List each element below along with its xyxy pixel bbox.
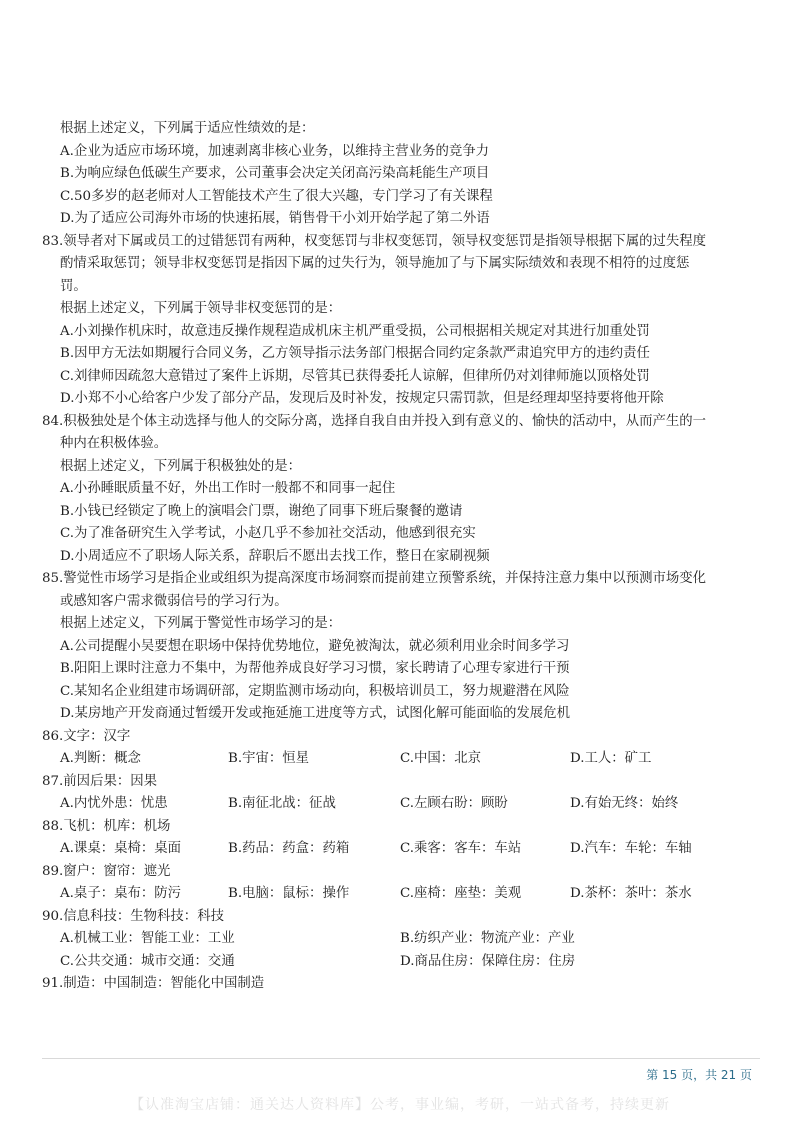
option-d: D.工人：矿工 xyxy=(570,751,652,766)
option-line: C.50多岁的赵老师对人工智能技术产生了很大兴趣，专门学习了有关课程 xyxy=(60,188,493,204)
page-content xyxy=(42,118,762,996)
page-number: 第 15 页，共 21 页 xyxy=(646,1068,752,1082)
option-b: B.电脑：鼠标：操作 xyxy=(228,886,350,901)
option-c: C.中国：北京 xyxy=(400,751,481,766)
option-a: A.课桌：桌椅：桌面 xyxy=(60,841,182,856)
option-c: C.左顾右盼：顾盼 xyxy=(400,796,508,811)
option-line: B.因甲方无法如期履行合同义务，乙方领导指示法务部门根据合同约定条款严肃追究甲方的违约责任 xyxy=(60,346,650,361)
option-line: C.为了准备研究生入学考试，小赵几乎不参加社交活动，他感到很充实 xyxy=(60,526,476,541)
question-90-options-row1 xyxy=(42,928,762,951)
option-line: D.小周适应不了职场人际关系，辞职后不愿出去找工作，整日在家刷视频 xyxy=(60,548,490,564)
option-a: A.机械工业：智能工业：工业 xyxy=(60,931,235,946)
question-prompt: 根据上述定义，下列属于积极独处的是： xyxy=(60,458,302,474)
question-87: 87.前因后果：因果 xyxy=(42,773,158,789)
option-line: D.为了适应公司海外市场的快速拓展，销售骨干小刘开始学起了第二外语 xyxy=(60,211,490,226)
option-c: C.座椅：座垫：美观 xyxy=(400,886,522,901)
watermark: 【认准淘宝店铺：通关达人资料库】公考，事业编，考研，一站式备考，持续更新 xyxy=(130,1097,670,1113)
option-c: C.公共交通：城市交通：交通 xyxy=(60,953,235,969)
question-86: 86.文字：汉字 xyxy=(42,728,131,744)
question-83-cont: 罚。 xyxy=(60,278,87,294)
option-line: A.公司提醒小吴要想在职场中保持优势地位，避免被淘汰，就必须利用业余时间多学习 xyxy=(60,638,570,654)
question-83: 83.领导者对下属或员工的过错惩罚有两种，权变惩罚与非权变惩罚，领导权变惩罚是指领导根据下属的过失程度 xyxy=(42,233,707,249)
question-85: 85.警觉性市场学习是指企业或组织为提高深度市场洞察而提前建立预警系统，并保持注意力集中以预测市场变化 xyxy=(42,571,707,586)
option-a: A.内忧外患：忧患 xyxy=(60,796,168,811)
question-prompt: 根据上述定义，下列属于警觉性市场学习的是： xyxy=(60,616,342,631)
option-c: C.乘客：客车：车站 xyxy=(400,841,522,856)
question-88: 88.飞机：机库：机场 xyxy=(42,818,171,834)
option-line: C.刘律师因疏忽大意错过了案件上诉期，尽管其已获得委托人谅解，但律所仍对刘律师施以顶格处罚 xyxy=(60,368,650,384)
option-line: A.小刘操作机床时，故意违反操作规程造成机床主机严重受损，公司根据相关规定对其进行加重处罚 xyxy=(60,323,650,339)
question-85-cont: 或感知客户需求微弱信号的学习行为。 xyxy=(60,593,288,609)
question-89: 89.窗户：窗帘：遮光 xyxy=(42,863,171,879)
question-88-options xyxy=(42,838,762,861)
question-90-options-row2 xyxy=(42,951,762,974)
option-d: D.商品住房：保障住房：住房 xyxy=(400,953,576,969)
question-83-cont: 酌情采取惩罚；领导非权变惩罚是指因下属的过失行为，领导施加了与下属实际绩效和表现不相符的过度惩 xyxy=(60,256,690,271)
option-d: D.有始无终：始终 xyxy=(570,796,679,811)
option-line: D.某房地产开发商通过暂缓开发或拖延施工进度等方式，试图化解可能面临的发展危机 xyxy=(60,706,570,721)
question-84: 84.积极独处是个体主动选择与他人的交际分离，选择自我自由并投入到有意义的、愉快的活动中，从而产生的一 xyxy=(42,413,707,429)
option-a: A.判断：概念 xyxy=(60,751,141,766)
option-b: B.南征北战：征战 xyxy=(228,796,336,811)
option-line: A.企业为适应市场环境，加速剥离非核心业务，以维持主营业务的竞争力 xyxy=(60,143,490,159)
question-prompt: 根据上述定义，下列属于适应性绩效的是： xyxy=(60,121,315,136)
option-line: B.为响应绿色低碳生产要求，公司董事会决定关闭高污染高耗能生产项目 xyxy=(60,166,490,181)
option-b: B.宇宙：恒星 xyxy=(228,751,310,766)
option-b: B.纺织产业：物流产业：产业 xyxy=(400,931,575,946)
footer-divider xyxy=(42,1058,760,1059)
option-d: D.汽车：车轮：车轴 xyxy=(570,841,692,856)
option-line: A.小孙睡眠质量不好，外出工作时一般都不和同事一起住 xyxy=(60,481,396,496)
question-91: 91.制造：中国制造：智能化中国制造 xyxy=(42,976,265,991)
option-d: D.茶杯：茶叶：茶水 xyxy=(570,886,692,901)
option-line: B.阳阳上课时注意力不集中，为帮他养成良好学习习惯，家长聘请了心理专家进行干预 xyxy=(60,661,570,676)
question-84-cont: 种内在积极体验。 xyxy=(60,436,168,451)
question-87-options xyxy=(42,793,762,816)
option-a: A.桌子：桌布：防污 xyxy=(60,886,182,901)
question-90: 90.信息科技：生物科技：科技 xyxy=(42,908,224,924)
option-b: B.药品：药盒：药箱 xyxy=(228,841,350,856)
option-line: C.某知名企业组建市场调研部，定期监测市场动向，积极培训员工，努力规避潜在风险 xyxy=(60,683,570,699)
option-line: D.小郑不小心给客户少发了部分产品，发现后及时补发，按规定只需罚款，但是经理却坚持要将他开除 xyxy=(60,391,664,406)
option-line: B.小钱已经锁定了晚上的演唱会门票，谢绝了同事下班后聚餐的邀请 xyxy=(60,503,463,519)
question-prompt: 根据上述定义，下列属于领导非权变惩罚的是： xyxy=(60,301,342,316)
question-89-options xyxy=(42,883,762,906)
question-86-options xyxy=(42,748,762,771)
